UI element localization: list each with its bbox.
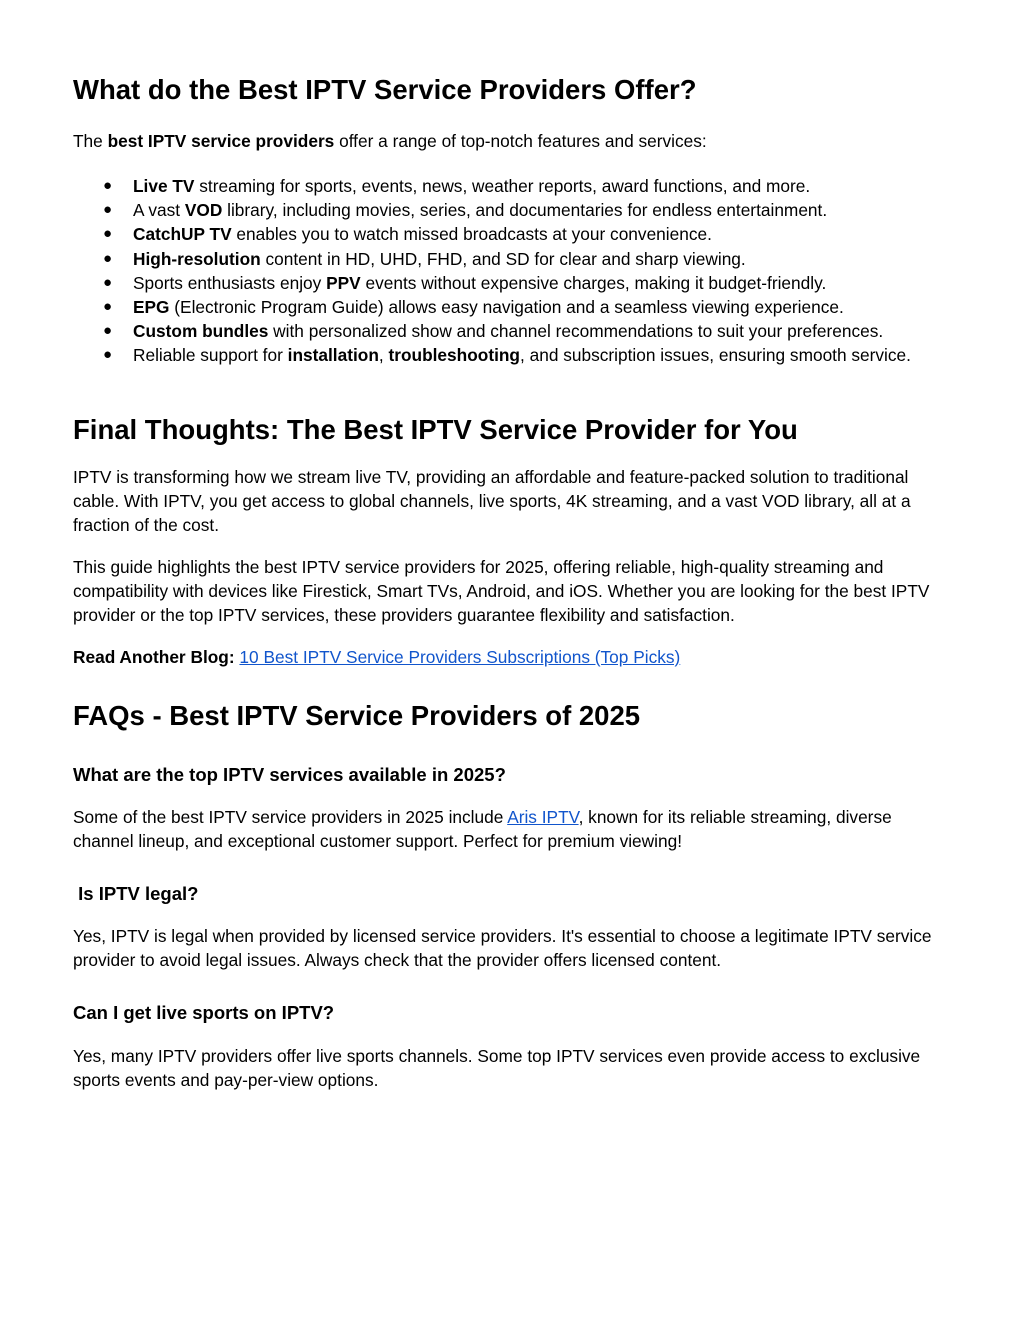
list-item [73, 295, 953, 319]
list-item-text: with personalized show and channel recommendations to suit your preferences. [268, 321, 884, 342]
list-item-text: (Electronic Program Guide) allows easy navigation and a seamless viewing experience. [169, 297, 844, 318]
list-item [73, 174, 953, 198]
bullet-icon: ● [103, 298, 113, 316]
list-item-text: Reliable support for [133, 345, 288, 366]
bullet-icon: ● [103, 177, 113, 194]
faq-answer-1-pre: Some of the best IPTV service providers in 2025 include [73, 807, 508, 827]
list-item-bold: Live TV [133, 176, 195, 196]
list-item [73, 198, 953, 222]
read-another-blog [73, 645, 953, 669]
intro-text-pre: The [73, 131, 108, 151]
intro-text-post: offer a range of top-notch features and services: [334, 131, 707, 151]
faq-answer-1-post: , known for its reliable streaming, diverse channel lineup, and exceptional customer support. Perfect for premium viewing! [73, 807, 892, 852]
bullet-icon: ● [103, 322, 113, 340]
list-item-bold: VOD [184, 200, 223, 221]
list-item [73, 247, 953, 271]
aris-iptv-link[interactable]: Aris IPTV [507, 807, 579, 827]
bullet-icon: ● [103, 346, 113, 364]
list-item-text: events without expensive charges, making it budget-friendly. [360, 272, 827, 293]
list-item-bold: CatchUP TV [133, 224, 232, 245]
final-thoughts-paragraph-2: This guide highlights the best IPTV service providers for 2025, offering reliable, high-quality streaming and compatibility with devices like Firestick, Smart TVs, Android, and iOS. Whether you are looking for the best IPTV provider or the top IPTV services, these providers guarantee flexibility and satisfaction. [73, 557, 930, 626]
list-item-text: enables you to watch missed broadcasts at your convenience. [231, 224, 712, 245]
bullet-icon: ● [103, 249, 113, 267]
list-item-bold: High-resolution [133, 248, 261, 269]
faq-answer-3: Yes, many IPTV providers offer live sports channels. Some top IPTV services even provide access to exclusive sports events and pay-per-view options. [73, 1046, 921, 1091]
list-item-bold: EPG [133, 297, 170, 318]
heading-final-thoughts: Final Thoughts: The Best IPTV Service Provider for You [73, 414, 798, 445]
list-item-text: streaming for sports, events, news, weather reports, award functions, and more. [194, 176, 811, 196]
list-item [73, 271, 953, 295]
read-another-blog-label: Read Another Blog: [73, 647, 235, 667]
list-item-bold: Custom bundles [133, 321, 269, 342]
faq-question-3: Can I get live sports on IPTV? [73, 1002, 335, 1023]
list-item [73, 222, 953, 246]
faq-question-1: What are the top IPTV services available in 2025? [73, 764, 506, 785]
faq-question-2: Is IPTV legal? [73, 883, 199, 904]
bullet-icon: ● [103, 273, 113, 291]
list-item-bold: PPV [326, 272, 361, 293]
features-list [73, 174, 953, 368]
list-item-text: , and subscription issues, ensuring smooth service. [520, 345, 911, 366]
faq-answer-2: Yes, IPTV is legal when provided by licensed service providers. It's essential to choose a legitimate IPTV service provider to avoid legal issues. Always check that the provider offers licensed content. [73, 926, 932, 971]
bullet-icon: ● [103, 201, 113, 219]
list-item [73, 319, 953, 343]
faq-answer-1 [73, 805, 953, 853]
list-item-bold: installation [287, 345, 379, 366]
bullet-icon: ● [103, 225, 113, 243]
list-item-text: Sports enthusiasts enjoy [133, 272, 327, 293]
final-thoughts-paragraph-1: IPTV is transforming how we stream live TV, providing an affordable and feature-packed solution to traditional cable. With IPTV, you get access to global channels, live sports, 4K streaming, and a vast VOD library, all at a fraction of the cost. [73, 467, 911, 536]
list-item [73, 343, 953, 367]
intro-paragraph [73, 129, 953, 153]
list-item-bold: troubleshooting [388, 345, 520, 366]
list-item-text: library, including movies, series, and documentaries for endless entertainment. [222, 200, 828, 221]
intro-text-bold: best IPTV service providers [107, 131, 335, 151]
list-item-text: content in HD, UHD, FHD, and SD for clear and sharp viewing. [260, 248, 746, 269]
list-item-text: A vast [133, 200, 185, 221]
list-item-text: , [378, 345, 389, 366]
read-another-blog-link[interactable]: 10 Best IPTV Service Providers Subscriptions (Top Picks) [239, 647, 681, 667]
heading-faqs: FAQs - Best IPTV Service Providers of 2025 [73, 700, 641, 731]
heading-best-iptv-offer: What do the Best IPTV Service Providers Offer? [73, 74, 697, 105]
